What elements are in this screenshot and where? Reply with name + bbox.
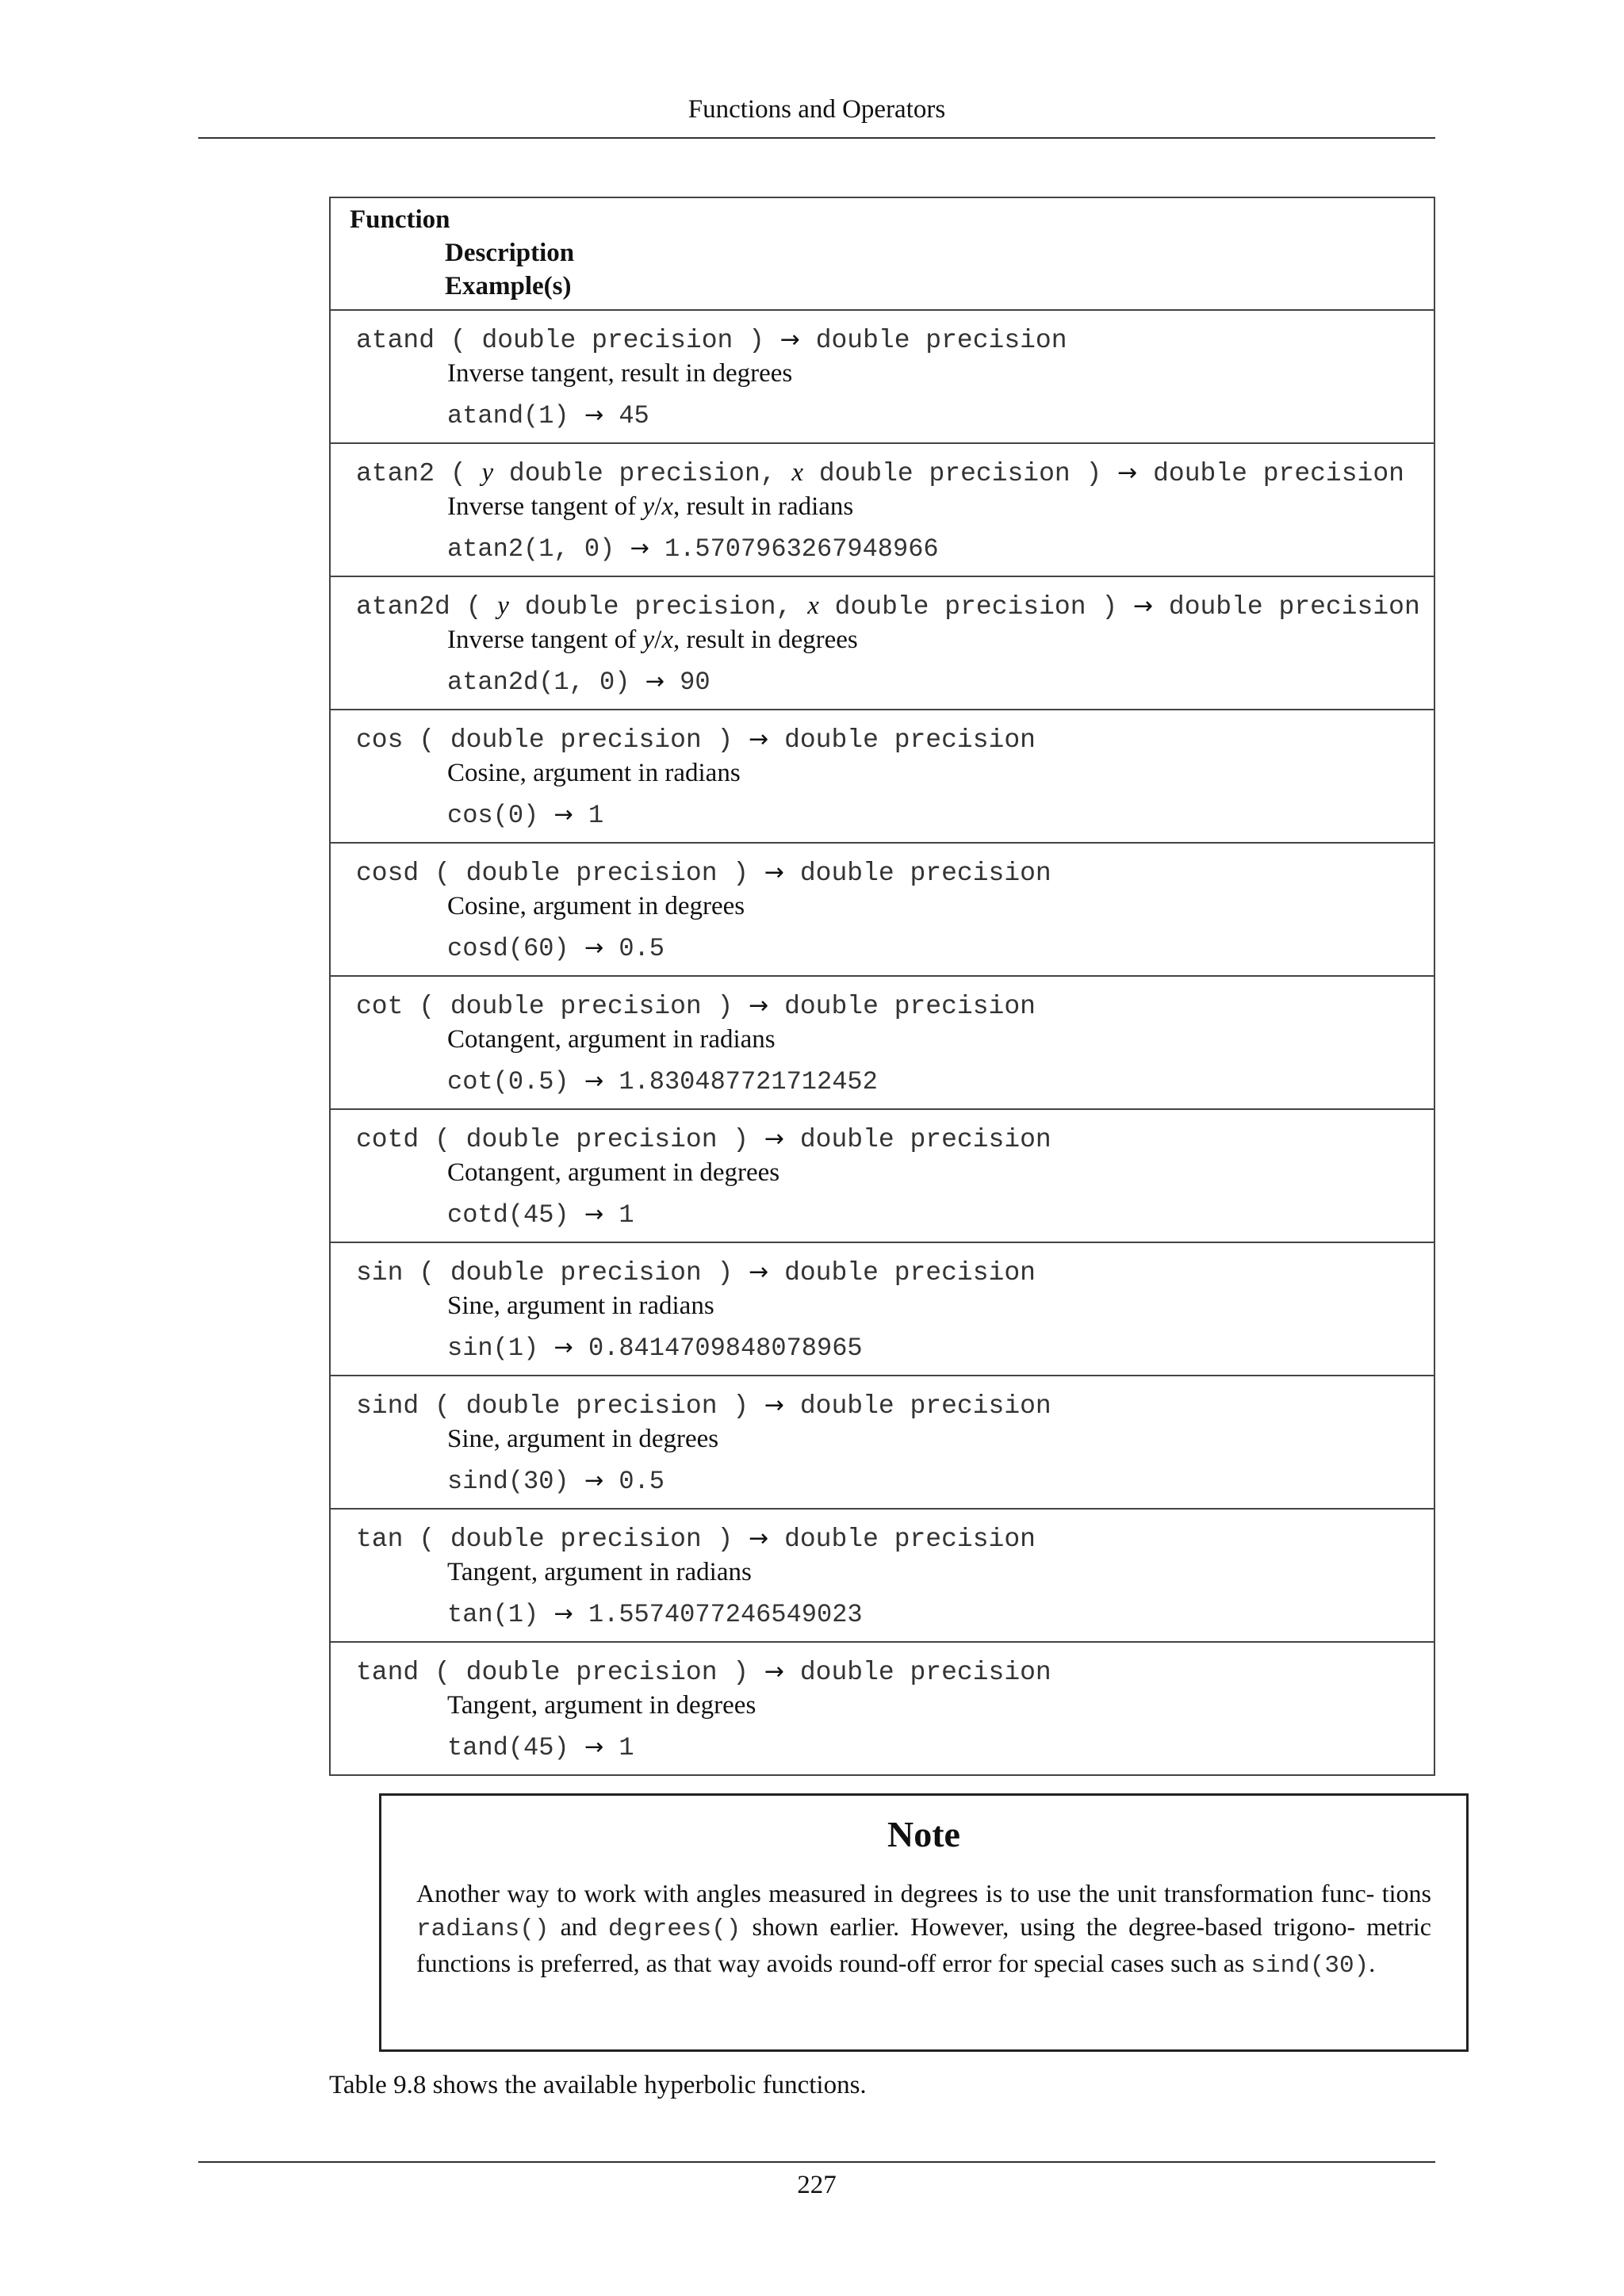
example-call: atand(1) [447,401,569,430]
column-header-function: Function [350,205,450,234]
note-text-run: . [1369,1949,1376,1977]
arg-type: double precision [450,725,702,755]
function-description: Cosine, argument in degrees [447,892,745,920]
function-description: Inverse tangent of y/x, result in degrees [447,626,858,654]
return-type: double precision [799,1391,1051,1421]
code-inline: degrees() [607,1915,741,1943]
paren-open: ( [419,1391,466,1421]
paren-close: ) [717,1391,764,1421]
arg-type: double precision [481,326,733,355]
example-result: 1.5574077246549023 [588,1600,863,1629]
function-example [447,799,603,830]
function-signature [356,1657,1051,1687]
paren-open: ( [419,1125,466,1154]
arg-type: double precision [465,1658,718,1687]
arrow-icon: → [764,1391,785,1419]
arrow-icon: → [764,859,785,886]
note-text-run: Another way to work with angles measured in degrees is to use the unit transformation func- tions [416,1879,1431,1908]
paren-open: ( [419,1658,466,1687]
column-header-examples: Example(s) [445,272,572,300]
return-type: double precision [784,725,1036,755]
arg-name: y [481,458,494,487]
paren-close: ) [717,1658,764,1687]
function-name: atand [356,326,435,355]
function-description: Cotangent, argument in radians [447,1025,776,1054]
function-example [447,1332,863,1363]
paren-open: ( [403,992,450,1021]
return-type: double precision [799,859,1051,888]
arrow-icon: → [584,1733,604,1760]
return-type: double precision [784,1258,1036,1288]
paren-close: ) [701,1525,749,1554]
function-signature [356,858,1051,888]
paren-close: ) [717,859,764,888]
function-description: Sine, argument in degrees [447,1425,719,1453]
arrow-icon: → [749,725,769,753]
paren-open: ( [403,725,450,755]
function-signature [356,458,1404,488]
function-example [447,1598,863,1629]
example-call: atan2d(1, 0) [447,668,630,697]
arg-type: double precision [834,592,1086,622]
note-title: Note [887,1814,960,1854]
arrow-icon: → [749,1258,769,1286]
table-row [331,1375,1434,1508]
function-example [447,533,939,564]
paren-close: ) [733,326,780,355]
arrow-icon: → [645,668,665,695]
function-description: Tangent, argument in radians [447,1558,752,1586]
example-call: atan2(1, 0) [447,534,615,564]
table-row [331,309,1434,442]
function-signature [356,725,1036,755]
function-example [447,1732,634,1762]
example-call: sin(1) [447,1334,539,1363]
arrow-icon: → [584,1467,604,1494]
return-type: double precision [784,1525,1036,1554]
column-header-description: Description [445,239,575,267]
arg-type: double precision [524,592,776,622]
example-result: 1 [588,801,604,830]
example-call: tand(45) [447,1733,569,1762]
function-signature [356,991,1036,1021]
paren-close: ) [701,1258,749,1288]
paren-open: ( [419,859,466,888]
return-type: double precision [1168,592,1420,622]
return-type: double precision [799,1658,1051,1687]
function-description: Cotangent, argument in degrees [447,1158,780,1187]
function-name: sind [356,1391,419,1421]
arrow-icon: → [1117,459,1138,487]
function-signature [356,1391,1051,1421]
function-name: tand [356,1658,419,1687]
function-name: sin [356,1258,404,1288]
table-row [331,842,1434,975]
arg-type: double precision [450,1258,702,1288]
function-description: Tangent, argument in degrees [447,1691,756,1720]
arg-type: double precision [465,1391,718,1421]
code-inline: radians() [416,1915,550,1943]
arrow-icon: → [764,1125,785,1153]
arrow-icon: → [553,1600,573,1627]
example-call: cotd(45) [447,1200,569,1230]
function-signature [356,1257,1036,1288]
function-name: cotd [356,1125,419,1154]
arrow-icon: → [553,801,573,828]
note-text-run: shown earlier. However, using the degree-based trigono- metric functions is preferred, as that way avoids round-off error for special cases such as [416,1912,1432,1977]
running-header: Functions and Operators [688,95,946,124]
example-call: tan(1) [447,1600,539,1629]
return-type: double precision [1153,459,1404,488]
function-name: atan2d [356,592,450,622]
function-example [447,1199,634,1230]
arrow-icon: → [584,934,604,961]
example-result: 90 [680,668,710,697]
return-type: double precision [815,326,1067,355]
closing-paragraph: Table 9.8 shows the available hyperbolic functions. [329,2071,867,2099]
note-text [416,1877,1431,1983]
example-result: 1.5707963267948966 [664,534,939,564]
table-row [331,576,1434,709]
example-call: sind(30) [447,1467,569,1496]
function-name: cot [356,992,404,1021]
arrow-icon: → [1132,592,1154,620]
arrow-icon: → [584,401,604,428]
functions-table [329,197,1435,1776]
function-signature [356,325,1067,355]
function-example [447,666,710,697]
example-call: cot(0.5) [447,1067,569,1096]
arrow-icon: → [764,1658,785,1686]
function-signature [356,1124,1051,1154]
table-row [331,1108,1434,1242]
arrow-icon: → [584,1200,604,1227]
example-call: cosd(60) [447,934,569,963]
paren-open: ( [435,326,482,355]
function-description: Inverse tangent of y/x, result in radians [447,492,854,521]
arg-separator: , [760,459,792,488]
arrow-icon: → [749,1525,769,1552]
arg-type: double precision [465,1125,718,1154]
arg-name: y [497,591,509,620]
example-result: 0.8414709848078965 [588,1334,863,1363]
table-body [331,309,1434,1774]
arg-type: double precision [450,992,702,1021]
function-description: Sine, argument in radians [447,1292,714,1320]
example-result: 1 [619,1200,634,1230]
table-row [331,1242,1434,1375]
table-row [331,709,1434,842]
return-type: double precision [784,992,1036,1021]
paren-open: ( [403,1525,450,1554]
paren-open: ( [435,459,482,488]
arrow-icon: → [630,534,649,561]
function-description: Cosine, argument in radians [447,759,741,787]
function-name: cos [356,725,404,755]
function-example [447,1465,665,1496]
arrow-icon: → [779,326,800,354]
example-call: cos(0) [447,801,539,830]
function-name: atan2 [356,459,435,488]
function-description: Inverse tangent, result in degrees [447,359,793,388]
arg-separator: , [776,592,808,622]
example-result: 1 [619,1733,634,1762]
paren-close: ) [1086,592,1133,622]
arrow-icon: → [584,1067,604,1094]
paren-open: ( [403,1258,450,1288]
arrow-icon: → [553,1334,573,1360]
paren-open: ( [450,592,498,622]
paren-close: ) [717,1125,764,1154]
function-example [447,400,649,430]
arg-name: x [791,458,804,487]
table-row [331,442,1434,576]
function-signature [356,1524,1036,1554]
arg-type: double precision [465,859,718,888]
function-signature [356,591,1420,622]
note-box [379,1793,1469,2052]
arg-type: double precision [450,1525,702,1554]
header-rule [198,137,1435,139]
example-result: 0.5 [619,1467,665,1496]
paren-close: ) [1070,459,1118,488]
function-example [447,1066,878,1096]
arg-type: double precision [508,459,760,488]
paren-close: ) [701,725,749,755]
example-result: 1.830487721712452 [619,1067,878,1096]
function-name: tan [356,1525,404,1554]
note-text-run: and [549,1912,608,1941]
function-example [447,932,665,963]
table-row [331,975,1434,1108]
table-row [331,1508,1434,1641]
arrow-icon: → [749,992,769,1020]
example-result: 0.5 [619,934,665,963]
code-inline: sind(30) [1251,1952,1369,1980]
footer-rule [198,2161,1435,2163]
function-name: cosd [356,859,419,888]
paren-close: ) [701,992,749,1021]
return-type: double precision [799,1125,1051,1154]
table-row [331,1641,1434,1774]
arg-name: x [807,591,819,620]
table-header [331,198,1434,309]
page-number: 227 [797,2171,837,2199]
arg-type: double precision [818,459,1071,488]
example-result: 45 [619,401,649,430]
